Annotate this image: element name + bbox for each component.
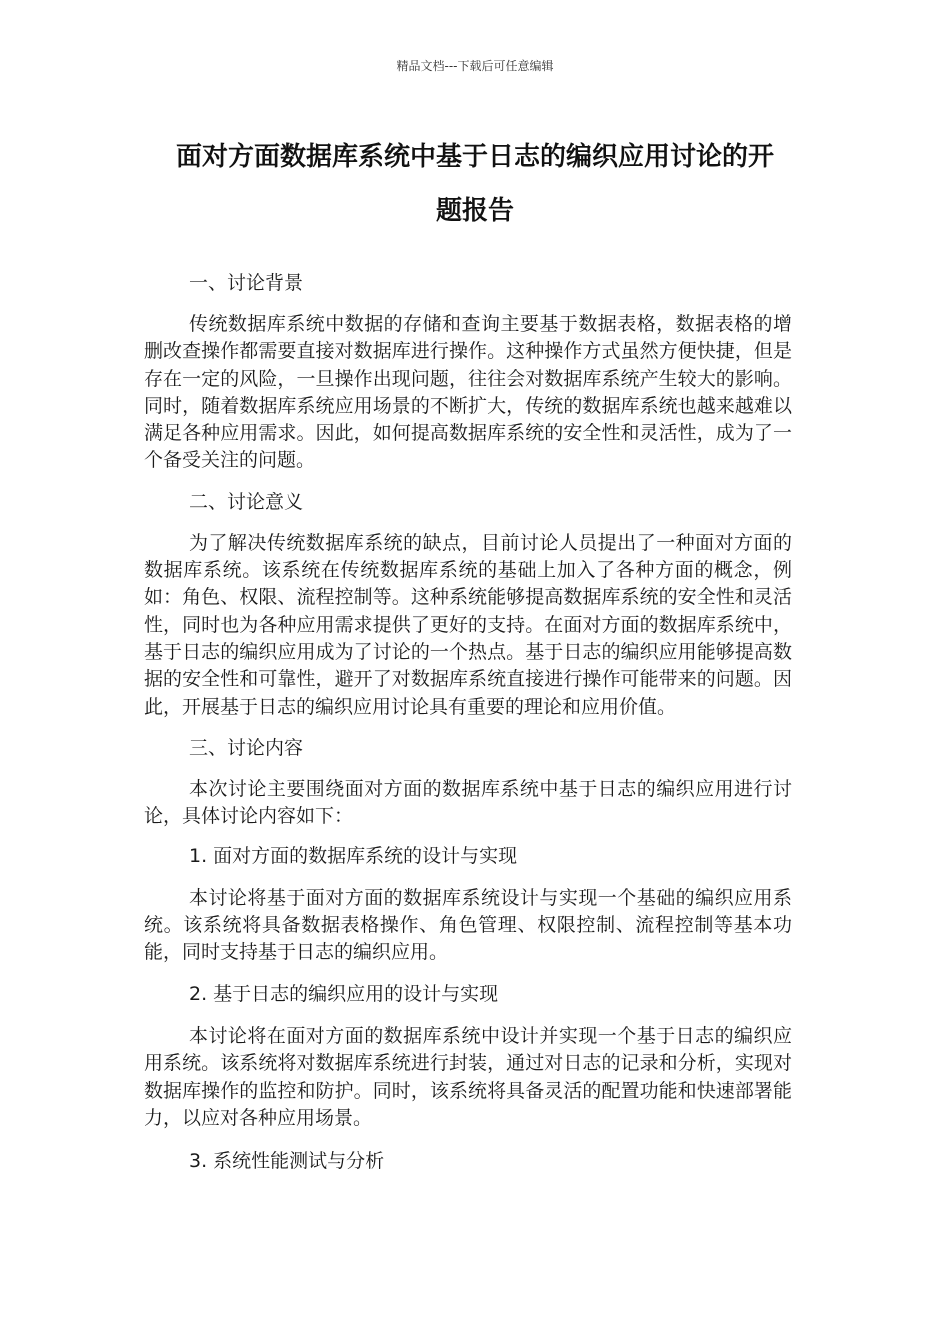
paragraph-subsection-1: 本讨论将基于面对方面的数据库系统设计与实现一个基础的编织应用系统。该系统将具备数据表格操作、角色管理、权限控制、流程控制等基本功能，同时支持基于日志的编织应用。 <box>144 886 792 964</box>
subsection-heading-1: 1. 面对方面的数据库系统的设计与实现 <box>189 845 518 868</box>
paragraph-background: 传统数据库系统中数据的存储和查询主要基于数据表格，数据表格的增删改查操作都需要直接对数据库进行操作。这种操作方式虽然方便快捷，但是存在一定的风险，一旦操作出现问题，往往会对数据库系统产生较大的影响。同时，随着数据库系统应用场景的不断扩大，传统的数据库系统也越来越难以满足各种应用需求。因此，如何提高数据库系统的安全性和灵活性，成为了一个备受关注的问题。 <box>144 313 792 472</box>
section-heading-content: 三、讨论内容 <box>189 736 304 759</box>
subsection-heading-2: 2. 基于日志的编织应用的设计与实现 <box>189 982 499 1005</box>
paragraph-content-intro: 本次讨论主要围绕面对方面的数据库系统中基于日志的编织应用进行讨论，具体讨论内容如下： <box>144 777 792 828</box>
paragraph-subsection-2: 本讨论将在面对方面的数据库系统中设计并实现一个基于日志的编织应用系统。该系统将对数据库系统进行封装，通过对日志的记录和分析，实现对数据库操作的监控和防护。同时，该系统将具备灵活的配置功能和快速部署能力，以应对各种应用场景。 <box>144 1024 792 1129</box>
document-header-note: 精品文档---下载后可任意编辑 <box>396 59 554 73</box>
document-body <box>144 270 792 1175</box>
subsection-heading-3: 3. 系统性能测试与分析 <box>189 1150 385 1173</box>
section-heading-significance: 二、讨论意义 <box>189 490 304 513</box>
section-heading-background: 一、讨论背景 <box>189 272 304 294</box>
paragraph-significance: 为了解决传统数据库系统的缺点，目前讨论人员提出了一种面对方面的数据库系统。该系统在传统数据库系统的基础上加入了各种方面的概念，例如：角色、权限、流程控制等。这种系统能够提高数据库系统的安全性和灵活性，同时也为各种应用需求提供了更好的支持。在面对方面的数据库系统中，基于日志的编织应用成为了讨论的一个热点。基于日志的编织应用能够提高数据的安全性和可靠性，避开了对数据库系统直接进行操作可能带来的问题。因此，开展基于日志的编织应用讨论具有重要的理论和应用价值。 <box>144 531 792 718</box>
document-title-line-1: 面对方面数据库系统中基于日志的编织应用讨论的开 <box>175 142 774 172</box>
document-title-line-2: 题报告 <box>435 196 514 226</box>
